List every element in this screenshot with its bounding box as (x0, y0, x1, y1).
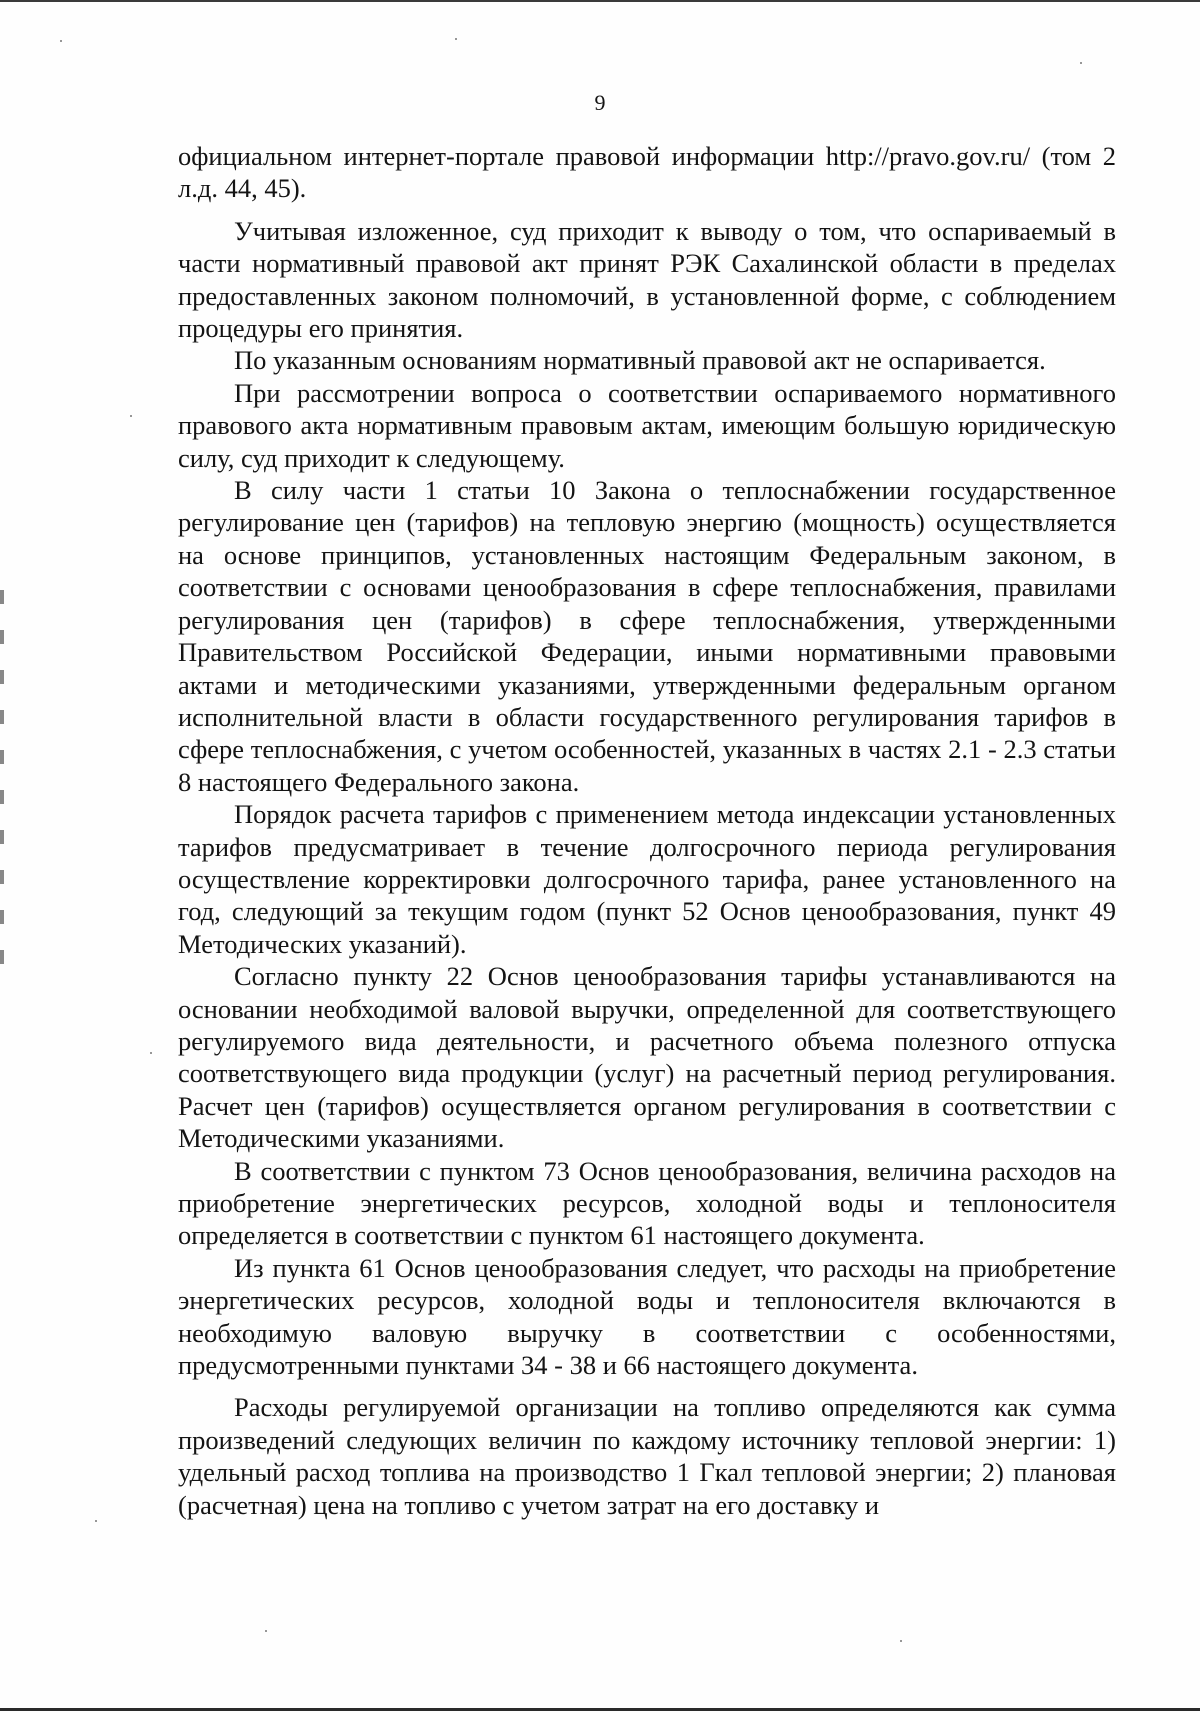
binding-margin-marks (0, 590, 4, 990)
paragraph-fuel-expenses: Расходы регулируемой организации на топливо определяются как сумма произведений следующих величин по каждому источнику тепловой энергии: 1) удельный расход топлива на производство 1 Гкал тепловой энергии; 2) плановая (расчетная) цена на топливо с учетом затрат на его доставку и (178, 1392, 1116, 1520)
paragraph-clause-61: Из пункта 61 Основ ценообразования следует, что расходы на приобретение энергетических ресурсов, холодной воды и теплоносителя включаются в необходимую валовую выручку в соответствии с особенностями, предусмотренными пунктами 34 - 38 и 66 настоящего документа. (178, 1252, 1116, 1381)
paragraph-clause-73: В соответствии с пунктом 73 Основ ценообразования, величина расходов на приобретение энергетических ресурсов, холодной воды и теплоносителя определяется в соответствии с пунктом 61 настоящего документа. (178, 1155, 1116, 1251)
scan-speck (455, 38, 457, 40)
paragraph-clause-22: Согласно пункту 22 Основ ценообразования тарифы устанавливаются на основании необходимой валовой выручки, определенной для соответствующего регулируемого вида деятельности, и расчетного объема полезного отпуска соответствующего вида продукции (услуг) на расчетный период регулирования. Расчет цен (тарифов) осуществляется органом регулирования в соответствии с Методическими указаниями. (178, 961, 1116, 1154)
document-body (178, 140, 1116, 1521)
paragraph-tariff-indexation: Порядок расчета тарифов с применением метода индексации установленных тарифов предусматривает в течение долгосрочного периода регулирования осуществление корректировки долгосрочного тарифа, ранее установленного на год, следующий за текущим годом (пункт 52 Основ ценообразования, пункт 49 Методических указаний). (178, 799, 1116, 959)
paragraph-compliance-question: При рассмотрении вопроса о соответствии оспариваемого нормативного правового акта нормативным правовым актам, имеющим большую юридическую силу, суд приходит к следующему. (178, 377, 1116, 473)
page-number: 9 (594, 90, 606, 115)
paragraph-not-disputed: По указанным основаниям нормативный правовой акт не оспаривается. (234, 345, 1046, 376)
scan-speck (150, 1052, 152, 1054)
scan-speck (265, 1630, 267, 1632)
scan-speck (130, 415, 132, 417)
paragraph-heat-supply-law: В силу части 1 статьи 10 Закона о теплоснабжении государственное регулирование цен (тарифов) на тепловую энергию (мощность) осуществляется на основе принципов, установленных настоящим Федеральным законом, в соответствии с основами ценообразования в сфере теплоснабжения, правилами регулирования цен (тарифов) в сфере теплоснабжения, утвержденными Правительством Российской Федерации, иными нормативными правовыми актами и методическими указаниями, утвержденными федеральным органом исполнительной власти в области государственного регулирования тарифов в сфере теплоснабжения, с учетом особенностей, указанных в частях 2.1 - 2.3 статьи 8 настоящего Федерального закона. (178, 475, 1116, 797)
top-border-line (0, 0, 1200, 2)
paragraph-continuation: официальном интернет-портале правовой информации http://pravo.gov.ru/ (том 2 л.д. 44, 45). (178, 141, 1116, 204)
bottom-border-line (0, 1708, 1200, 1711)
scan-speck (900, 1640, 902, 1642)
scan-speck (1080, 62, 1082, 64)
scan-speck (95, 1520, 97, 1522)
paragraph-conclusion: Учитывая изложенное, суд приходит к выводу о том, что оспариваемый в части нормативный правовой акт принят РЭК Сахалинской области в пределах предоставленных законом полномочий, в установленной форме, с соблюдением процедуры его принятия. (178, 215, 1116, 344)
scan-speck (60, 40, 62, 42)
